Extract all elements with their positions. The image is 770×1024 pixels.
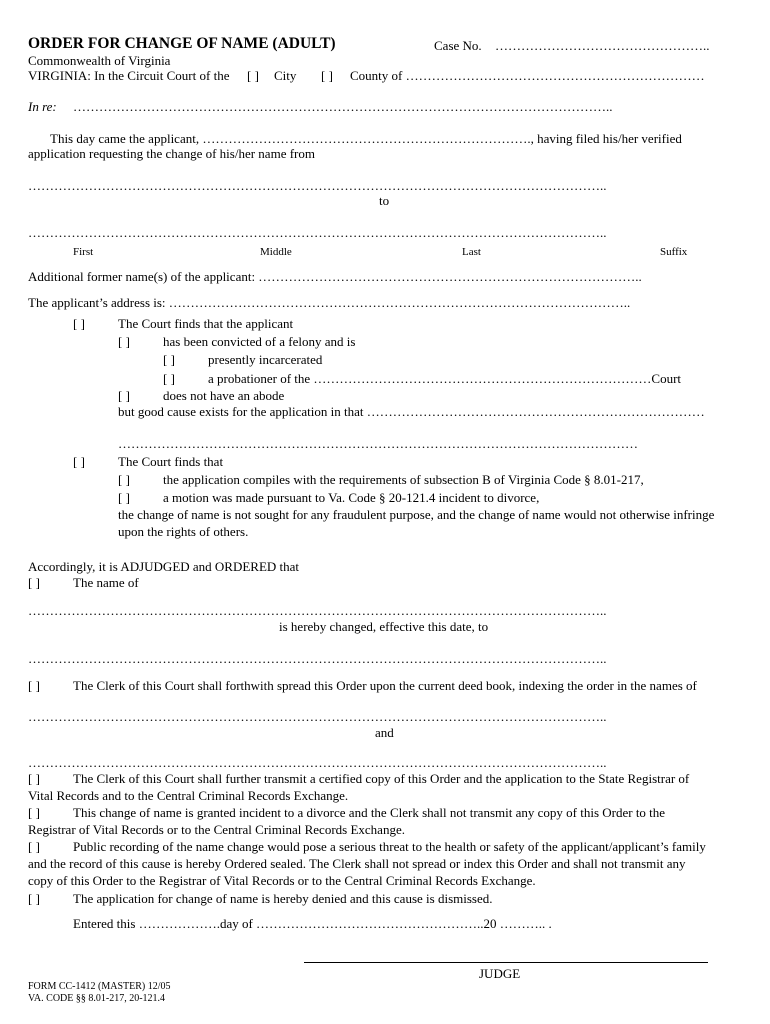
felony-checkbox[interactable]: [ ] [118, 334, 130, 349]
incarcerated-label: presently incarcerated [208, 352, 323, 367]
clerk-spread-checkbox[interactable]: [ ] [28, 678, 40, 693]
good-cause-field[interactable]: but good cause exists for the application in that …………………………………………………………………… [118, 404, 705, 419]
to-label: to [379, 193, 390, 208]
fraud-line-2: upon the rights of others. [118, 524, 249, 539]
city-checkbox[interactable]: [ ] [247, 68, 259, 83]
va-code-reference: VA. CODE §§ 8.01-217, 20-121.4 [28, 993, 166, 1004]
abode-checkbox[interactable]: [ ] [118, 388, 130, 403]
judge-signature-line[interactable] [304, 962, 708, 963]
divorce-checkbox[interactable]: [ ] [28, 805, 40, 820]
intro-line-2: application requesting the change of his/her name from [28, 146, 315, 161]
motion-label: a motion was made pursuant to Va. Code § 20-121.4 incident to divorce, [163, 490, 540, 505]
last-name-label: Last [462, 246, 481, 258]
accordingly-label: Accordingly, it is ADJUDGED and ORDERED that [28, 559, 300, 574]
motion-checkbox[interactable]: [ ] [118, 490, 130, 505]
additional-names-field[interactable]: Additional former name(s) of the applicant: …………………………………………………………………………….. [28, 269, 642, 284]
probationer-field[interactable]: a probationer of the ……………………………………………………………………Court [208, 371, 682, 386]
in-re-label: In re: [28, 99, 57, 114]
denied-checkbox[interactable]: [ ] [28, 891, 40, 906]
public-line-3: copy of this Order to the Registrar of Vital Records or to the Central Criminal Records Exchange. [28, 873, 536, 888]
index-name-1-field[interactable]: …………………………………………………………………………………………………………………….. [28, 709, 607, 724]
first-name-label: First [73, 246, 94, 258]
transmit-line-1: The Clerk of this Court shall further transmit a certified copy of this Order and the application to the State Registrar of [73, 771, 690, 786]
changed-label: is hereby changed, effective this date, to [279, 619, 489, 634]
middle-name-label: Middle [260, 246, 292, 258]
suffix-label: Suffix [660, 246, 688, 258]
findings-1-label: The Court finds that the applicant [118, 316, 294, 331]
findings-2-checkbox[interactable]: [ ] [73, 454, 85, 469]
address-field[interactable]: The applicant’s address is: …………………………………………………………………………………………….. [28, 295, 631, 310]
former-name-field[interactable]: …………………………………………………………………………………………………………………….. [28, 178, 607, 193]
judge-label: JUDGE [479, 966, 521, 981]
index-name-2-field[interactable]: …………………………………………………………………………………………………………………….. [28, 755, 607, 770]
compiles-label: the application compiles with the requirements of subsection B of Virginia Code § 8.01-217, [163, 472, 644, 487]
fraud-line-1: the change of name is not sought for any fraudulent purpose, and the change of name would not otherwise infringe [118, 507, 715, 522]
denied-label: The application for change of name is hereby denied and this cause is dismissed. [73, 891, 493, 906]
transmit-checkbox[interactable]: [ ] [28, 771, 40, 786]
incarcerated-checkbox[interactable]: [ ] [163, 352, 175, 367]
abode-label: does not have an abode [163, 388, 285, 403]
and-label: and [375, 725, 394, 740]
entered-date-field[interactable]: Entered this ……………….day of ……………………………………………..20 ……….. . [73, 916, 552, 931]
name-of-label: The name of [73, 575, 139, 590]
public-line-2: and the record of this cause is hereby Ordered sealed. The Clerk shall not spread or index this Order and shall not transmit any [28, 856, 686, 871]
county-field[interactable]: County of …………………………………………………………… [350, 68, 705, 83]
good-cause-continued-field[interactable]: ………………………………………………………………………………………………………… [118, 436, 638, 451]
name-of-checkbox[interactable]: [ ] [28, 575, 40, 590]
changed-to-field[interactable]: …………………………………………………………………………………………………………………….. [28, 651, 607, 666]
new-name-field[interactable]: …………………………………………………………………………………………………………………….. [28, 225, 607, 240]
findings-2-label: The Court finds that [118, 454, 224, 469]
in-re-field[interactable]: …………………………………………………………………………………………………………….. [73, 99, 613, 114]
findings-1-checkbox[interactable]: [ ] [73, 316, 85, 331]
city-label: City [274, 68, 297, 83]
transmit-line-2: Vital Records and to the Central Criminal Records Exchange. [28, 788, 349, 803]
case-no-field[interactable]: ………………………………………….. [495, 38, 710, 53]
felony-label: has been convicted of a felony and is [163, 334, 356, 349]
divorce-line-1: This change of name is granted incident to a divorce and the Clerk shall not transmit any copy of this Order to the [73, 805, 666, 820]
intro-line-1: This day came the applicant, …………………………………………………………………., having filed his/her verified [50, 131, 682, 146]
probationer-checkbox[interactable]: [ ] [163, 371, 175, 386]
clerk-spread-label: The Clerk of this Court shall forthwith spread this Order upon the current deed book, indexing the order in the names of [73, 678, 697, 693]
virginia-court-label: VIRGINIA: In the Circuit Court of the [28, 68, 230, 83]
form-title: ORDER FOR CHANGE OF NAME (ADULT) [28, 35, 336, 52]
divorce-line-2: Registrar of Vital Records or to the Central Criminal Records Exchange. [28, 822, 405, 837]
public-recording-checkbox[interactable]: [ ] [28, 839, 40, 854]
compiles-checkbox[interactable]: [ ] [118, 472, 130, 487]
case-no-label: Case No. [434, 38, 482, 53]
form-number: FORM CC-1412 (MASTER) 12/05 [28, 981, 171, 992]
county-checkbox[interactable]: [ ] [321, 68, 333, 83]
commonwealth-label: Commonwealth of Virginia [28, 53, 171, 68]
name-of-field[interactable]: …………………………………………………………………………………………………………………….. [28, 603, 607, 618]
public-line-1: Public recording of the name change would pose a serious threat to the health or safety of the applicant/applicant’s family [73, 839, 706, 854]
